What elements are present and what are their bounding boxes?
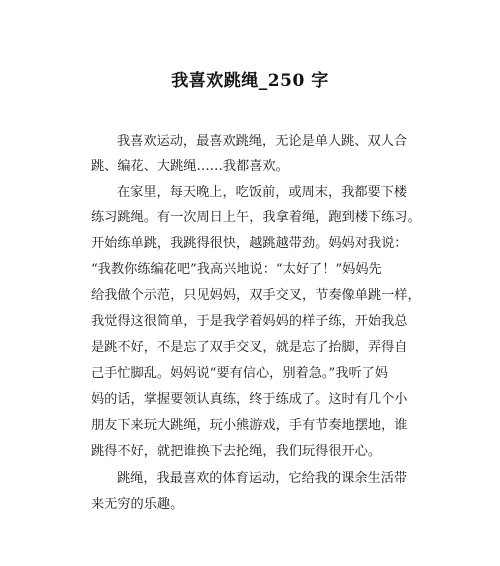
body-line: 我喜欢运动，最喜欢跳绳，无论是单人跳、双人合 [117,134,408,149]
body-line: 跳绳，我最喜欢的体育运动，它给我的课余生活带 [117,471,408,486]
body-line: 我觉得这很简单，于是我学着妈妈的样子练，开始我总 [91,314,408,329]
body-line: 练习跳绳。有一次周日上午，我拿着绳，跑到楼下练习。 [91,210,421,225]
body-line: 跳得不好，就把谁换下去抡绳，我们玩得很开心。 [91,444,382,459]
body-line: 己手忙脚乱。妈妈说“要有信心，别着急。”我听了妈 [91,366,389,381]
body-line: “我教你练编花吧”我高兴地说：“太好了！”妈妈先 [91,262,382,277]
body-line: 是跳不好，不是忘了双手交叉，就是忘了抬脚，弄得自 [91,340,408,355]
body-line: 开始练单跳，我跳得很快，越跳越带劲。妈妈对我说： [91,236,408,251]
body-line: 来无穷的乐趣。 [91,497,184,512]
body-line: 给我做个示范，只见妈妈，双手交叉，节奏像单跳一样， [91,288,421,303]
body-line: 在家里，每天晚上，吃饭前，或周末，我都要下楼 [117,185,408,200]
body-line: 妈的话，掌握要领认真练，终于练成了。这时有几个小 [91,392,408,407]
document-title: 我喜欢跳绳_250 字 [171,71,329,91]
body-line: 跳、编花、大跳绳……我都喜欢。 [91,159,289,174]
body-line: 朋友下来玩大跳绳，玩小熊游戏，手有节奏地摆地，谁 [91,418,408,433]
